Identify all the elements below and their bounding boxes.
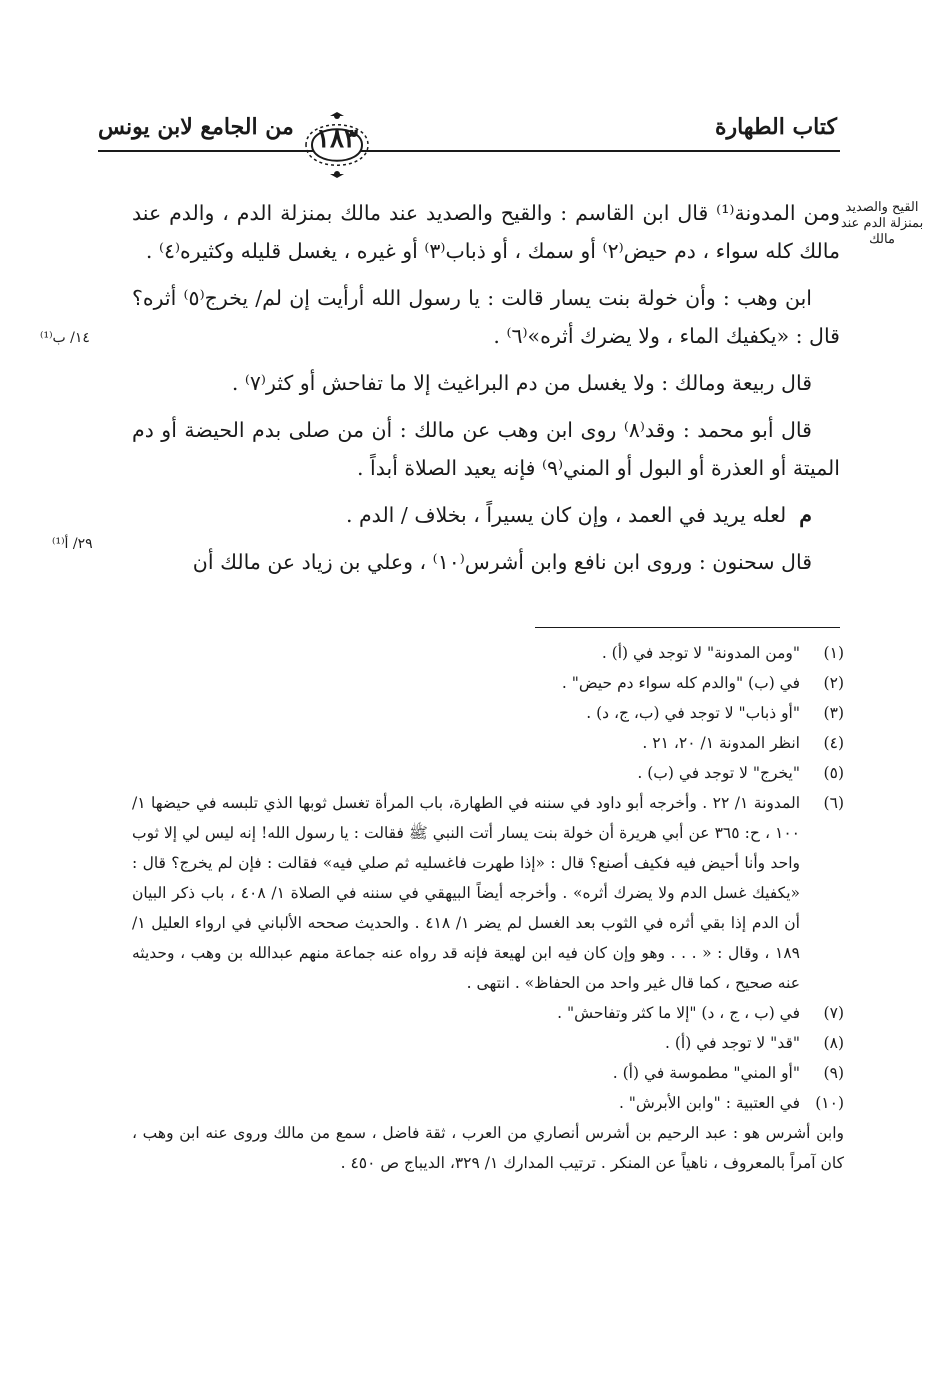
footnote xyxy=(132,998,844,1028)
footnote xyxy=(132,1058,844,1088)
footnote-number: (٢) xyxy=(823,674,844,692)
footnote-separator xyxy=(535,627,840,628)
footnote xyxy=(132,758,844,788)
margin-topic-note: القيح والصديد بمنزلة الدم عند مالك xyxy=(840,200,924,247)
editor-symbol: م xyxy=(799,503,812,527)
footnote-number: (٨) xyxy=(823,1034,844,1052)
footnotes xyxy=(132,638,844,1178)
footnote xyxy=(132,728,844,758)
paragraph: قال أبو محمد : وقد⁽٨⁾ روى ابن وهب عن مالك : أن من صلى بدم الحيضة أو دم الميتة أو العذرة أو البول أو المني⁽٩⁾ فإنه يعيد الصلاة أبداً . xyxy=(132,418,840,480)
footnote xyxy=(132,788,844,998)
paragraph: قال ربيعة ومالك : ولا يغسل من دم البراغيث إلا ما تفاحش أو كثر⁽٧⁾ . xyxy=(231,371,812,395)
page-number: ١٨٣ xyxy=(316,124,358,154)
footnote-number: (٣) xyxy=(823,704,844,722)
footnote xyxy=(132,698,844,728)
paragraph: ابن وهب : وأن خولة بنت يسار قالت : يا رسول الله أرأيت إن لم/ يخرج⁽٥⁾ أثره؟ قال : «يكفيك الماء ، ولا يضرك أثره»⁽٦⁾ . xyxy=(132,286,840,348)
footnote-text: في (ب) "والدم كله سواء دم حيض" . xyxy=(561,674,800,692)
footnote-number: (٥) xyxy=(823,764,844,782)
paragraph-text: لعله يريد في العمد ، وإن كان يسيراً ، بخلاف / الدم . xyxy=(345,503,787,527)
footnote xyxy=(132,668,844,698)
footnote-continuation: وابن أشرس هو : عبد الرحيم بن أشرس أنصاري من العرب ، ثقة فاضل ، سمع من مالك وروى عنه ابن وهب ، كان آمراً بالمعروف ، ناهياً عن المنكر . ترتيب المدارك ١/ ٣٢٩، الديباج ص ٤٥٠ . xyxy=(132,1124,844,1172)
footnote xyxy=(132,1028,844,1058)
footnote xyxy=(132,1088,844,1118)
footnote-number: (١) xyxy=(823,644,844,662)
paragraph xyxy=(132,496,840,534)
footnote-text: "قد" لا توجد في (أ) . xyxy=(665,1034,800,1052)
footnote-number: (٩) xyxy=(823,1064,844,1082)
footnote-text: المدونة ١/ ٢٢ . وأخرجه أبو داود في سننه في الطهارة، باب المرأة تغسل ثوبها الذي تلبسه في حيضها ١/ ١٠٠ ، ح: ٣٦٥ عن أبي هريرة أن خولة بنت يسار أتت النبي ﷺ فقالت : يا رسول الله! إنه ليس لي إلا ثوب واحد وأنا أحيض فيه فكيف أصنع؟ قال : «إذا طهرت فاغسليه ثم صلي فيه» فقالت : فإن لم يخرج؟ قال : «يكفيك غسل الدم ولا يضرك أثره» . وأخرجه أيضاً البيهقي في سننه في الصلاة ١/ ٤٠٨ ، باب ذكر البيان أن الدم إذا بقي أثره في الثوب بعد الغسل لم يضر ١/ ٤١٨ . والحديث صححه الألباني في ارواء العليل ١/ ١٨٩ ، وقال : « . . . وهو وإن كان فيه ابن لهيعة فإنه قد رواه عنه جماعة منهم عبدالله بن وهب ، وحديثه عنه صحيح ، كما قال غير واحد من الحفاظ» . انتهى . xyxy=(132,794,800,992)
footnote-number: (٧) xyxy=(823,1004,844,1022)
main-text xyxy=(132,194,840,590)
paragraph: ومن المدونة⁽¹⁾ قال ابن القاسم : والقيح والصديد عند مالك بمنزلة الدم ، والدم عند مالك كله سواء ، دم حيض⁽٢⁾ أو سمك ، أو ذباب⁽٣⁾ أو غيره ، يغسل قليله وكثيره⁽٤⁾ . xyxy=(132,201,840,263)
header-rule xyxy=(98,150,840,152)
margin-folio-reference: ٢٩/ أ⁽¹⁾ xyxy=(52,536,93,552)
book-title: كتاب الطهارة xyxy=(714,114,837,140)
footnote-text: في (ب ، ج ، د) "إلا ما كثر وتفاحش" . xyxy=(557,1004,800,1022)
footnote xyxy=(132,638,844,668)
margin-folio-reference: ١٤/ ب⁽¹⁾ xyxy=(40,330,90,346)
footnote-number: (٤) xyxy=(823,734,844,752)
footnote-text: في العتبية : "وابن الأبرش" . xyxy=(618,1094,800,1112)
paragraph: قال سحنون : وروى ابن نافع وابن أشرس⁽١٠⁾ ، وعلي بن زياد عن مالك أن xyxy=(192,550,812,574)
footnote-number: (٦) xyxy=(823,794,844,812)
footnote-text: انظر المدونة ١/ ٢٠، ٢١ . xyxy=(642,734,800,752)
footnote-text: "أو المني" مطموسة في (أ) . xyxy=(612,1064,800,1082)
running-title: من الجامع لابن يونس xyxy=(98,114,294,140)
footnote-text: "ومن المدونة" لا توجد في (أ) . xyxy=(601,644,800,662)
footnote-text: "أو ذباب" لا توجد في (ب، ج، د) . xyxy=(586,704,800,722)
footnote-number: (١٠) xyxy=(815,1094,844,1112)
footnote-text: "يخرج" لا توجد في (ب) . xyxy=(637,764,800,782)
